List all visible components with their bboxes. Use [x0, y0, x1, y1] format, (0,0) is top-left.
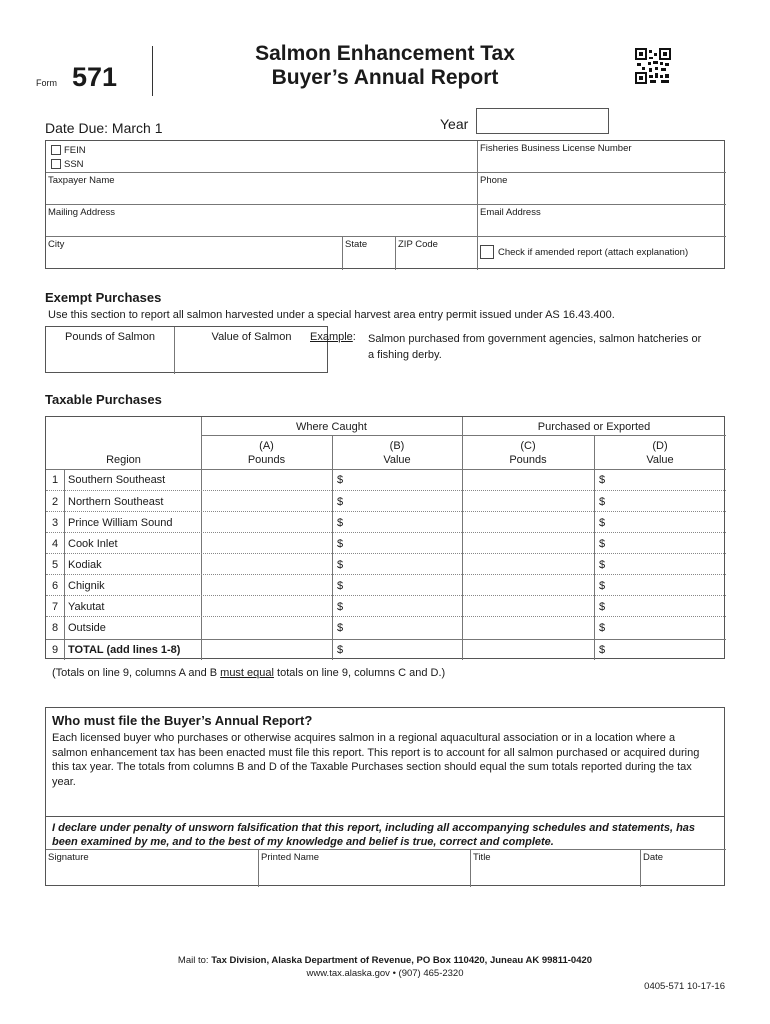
dollar-sign: $ [337, 644, 344, 656]
col-a-letter: (A) [259, 440, 274, 452]
dollar-sign: $ [599, 644, 606, 656]
row-number: 3 [51, 517, 59, 529]
col-d-header [594, 439, 726, 467]
col-a-header [201, 439, 332, 467]
taxable-heading: Taxable Purchases [45, 392, 162, 407]
dollar-sign: $ [337, 601, 344, 613]
divider [470, 849, 471, 887]
row-number: 7 [51, 601, 59, 613]
license-number-field[interactable]: Fisheries Business License Number [480, 143, 632, 154]
who-text [52, 731, 699, 789]
email-field[interactable]: Email Address [480, 207, 541, 218]
col-d-label: Value [646, 454, 674, 466]
exempt-heading: Exempt Purchases [45, 290, 162, 305]
dollar-sign: $ [599, 496, 606, 508]
zip-field[interactable]: ZIP Code [398, 239, 438, 250]
row-number: 2 [51, 496, 59, 508]
col-c-letter: (C) [520, 440, 536, 452]
region-name: Yakutat [68, 601, 105, 613]
dollar-sign: $ [337, 559, 344, 571]
dollar-sign: $ [337, 474, 344, 486]
dollar-sign: $ [599, 474, 606, 486]
title-field[interactable]: Title [473, 852, 491, 863]
date-due: Date Due: March 1 [45, 120, 163, 136]
who-text-line: salmon enhancement tax has been enacted must file this report. This report is to account for all salmon purchased or acquired during [52, 746, 700, 759]
col-c-header [462, 439, 594, 467]
dollar-sign: $ [599, 601, 606, 613]
exempt-table [45, 326, 328, 373]
who-text-line: year. [52, 775, 76, 788]
dollar-sign: $ [599, 538, 606, 550]
region-name: Prince William Sound [68, 517, 173, 529]
value-of-salmon-field[interactable]: Value of Salmon [211, 331, 292, 343]
dollar-sign: $ [337, 496, 344, 508]
divider [201, 435, 726, 436]
region-name: Cook Inlet [68, 538, 118, 550]
ssn-checkbox[interactable] [51, 159, 61, 169]
ssn-label: SSN [64, 159, 84, 170]
table-row [46, 532, 726, 553]
table-row [46, 490, 726, 511]
city-field[interactable]: City [48, 239, 65, 250]
form-id: 0405-571 10-17-16 [644, 981, 725, 992]
divider [342, 236, 343, 270]
divider [395, 236, 396, 270]
dollar-sign: $ [337, 580, 344, 592]
example-label: Example [310, 331, 353, 343]
page-title [215, 42, 555, 90]
example-text [368, 331, 701, 363]
qr-code-icon [635, 48, 671, 84]
header-divider [152, 46, 153, 96]
table-row-total [46, 639, 726, 660]
fein-checkbox[interactable] [51, 145, 61, 155]
form-number: 571 [72, 62, 118, 92]
col-b-header [332, 439, 462, 467]
dollar-sign: $ [337, 538, 344, 550]
col-a-label: Pounds [247, 454, 286, 466]
dollar-sign: $ [599, 580, 606, 592]
purchased-exported-header: Purchased or Exported [537, 421, 651, 433]
phone-field[interactable]: Phone [480, 175, 508, 186]
dollar-sign: $ [337, 517, 344, 529]
divider [46, 236, 726, 237]
divider [640, 849, 641, 887]
year-label: Year [440, 116, 469, 132]
taxpayer-info-section [45, 140, 725, 269]
totals-note-part-2: totals on line 9, columns C and D.) [273, 667, 446, 679]
pounds-of-salmon-field[interactable]: Pounds of Salmon [65, 331, 155, 343]
who-heading: Who must file the Buyer’s Annual Report? [52, 713, 313, 728]
table-row [46, 574, 726, 595]
title-line-1: Salmon Enhancement Tax [255, 42, 515, 65]
dollar-sign: $ [599, 517, 606, 529]
taxable-table [45, 416, 725, 659]
col-b-label: Value [383, 454, 411, 466]
example-block: Example: [310, 331, 356, 343]
form-label: Form [36, 78, 57, 88]
who-text-line: Each licensed buyer who purchases or otherwise acquires salmon in a regional aquacultural association or in a location where a [52, 732, 676, 744]
dollar-sign: $ [599, 559, 606, 571]
example-text-line-1: Salmon purchased from government agencies, salmon hatcheries or [368, 333, 702, 345]
col-d-letter: (D) [652, 440, 668, 452]
table-row [46, 553, 726, 574]
printed-name-field[interactable]: Printed Name [261, 852, 320, 863]
date-field[interactable]: Date [643, 852, 664, 863]
region-name: Chignik [68, 580, 105, 592]
taxpayer-name-field[interactable]: Taxpayer Name [48, 175, 115, 186]
mail-to-label: Mail to: [177, 955, 209, 966]
where-caught-header: Where Caught [296, 421, 367, 433]
declaration-text [52, 821, 695, 849]
table-row [46, 595, 726, 616]
who-must-file-section [45, 707, 725, 817]
col-b-letter: (B) [389, 440, 405, 452]
declaration-line: I declare under penalty of unsworn falsification that this report, including all accompanying schedules and statements, has [52, 822, 696, 834]
title-line-2: Buyer’s Annual Report [271, 66, 499, 89]
year-input[interactable] [476, 108, 609, 134]
divider [46, 204, 726, 205]
region-name: TOTAL (add lines 1-8) [68, 644, 181, 656]
row-number: 1 [51, 474, 59, 486]
mailing-address-field[interactable]: Mailing Address [48, 207, 116, 218]
totals-note-emphasis: must equal [220, 667, 274, 679]
exempt-description: Use this section to report all salmon harvested under a special harvest area entry permit issued under AS 16.43.400. [48, 309, 615, 321]
table-row [46, 616, 726, 637]
dollar-sign: $ [599, 622, 606, 634]
row-number: 4 [51, 538, 59, 550]
example-text-line-2: a fishing derby. [368, 349, 442, 361]
region-name: Northern Southeast [68, 496, 164, 508]
fein-label: FEIN [64, 145, 86, 156]
totals-note-part-1: (Totals on line 9, columns A and B [52, 667, 221, 679]
row-number: 5 [51, 559, 59, 571]
row-number: 8 [51, 622, 59, 634]
row-number: 6 [51, 580, 59, 592]
totals-note [52, 667, 445, 679]
contact-info: www.tax.alaska.gov • (907) 465-2320 [306, 968, 464, 979]
region-name: Outside [68, 622, 106, 634]
declaration-section [45, 816, 725, 886]
amended-label: Check if amended report (attach explanation) [498, 247, 689, 258]
col-c-label: Pounds [509, 454, 547, 466]
signature-field[interactable]: Signature [48, 852, 89, 863]
region-name: Southern Southeast [68, 474, 166, 486]
mail-address: Tax Division, Alaska Department of Revenue, PO Box 110420, Juneau AK 99811-0420 [211, 955, 593, 966]
who-text-line: this tax year. The totals from columns B and D of the Taxable Purchases section should equal the sum totals reported during the tax [52, 761, 692, 773]
state-field[interactable]: State [345, 239, 368, 250]
region-name: Kodiak [68, 559, 102, 571]
table-row [46, 469, 726, 490]
divider [258, 849, 259, 887]
row-number: 9 [51, 644, 59, 656]
amended-checkbox[interactable] [480, 245, 494, 259]
divider [477, 141, 478, 270]
divider [46, 172, 726, 173]
region-header: Region [106, 454, 141, 466]
mailing-address [0, 955, 770, 966]
divider [46, 849, 726, 850]
dollar-sign: $ [337, 622, 344, 634]
table-row [46, 511, 726, 532]
declaration-line: been examined by me, and to the best of my knowledge and belief is true, correct and complete. [52, 836, 554, 848]
